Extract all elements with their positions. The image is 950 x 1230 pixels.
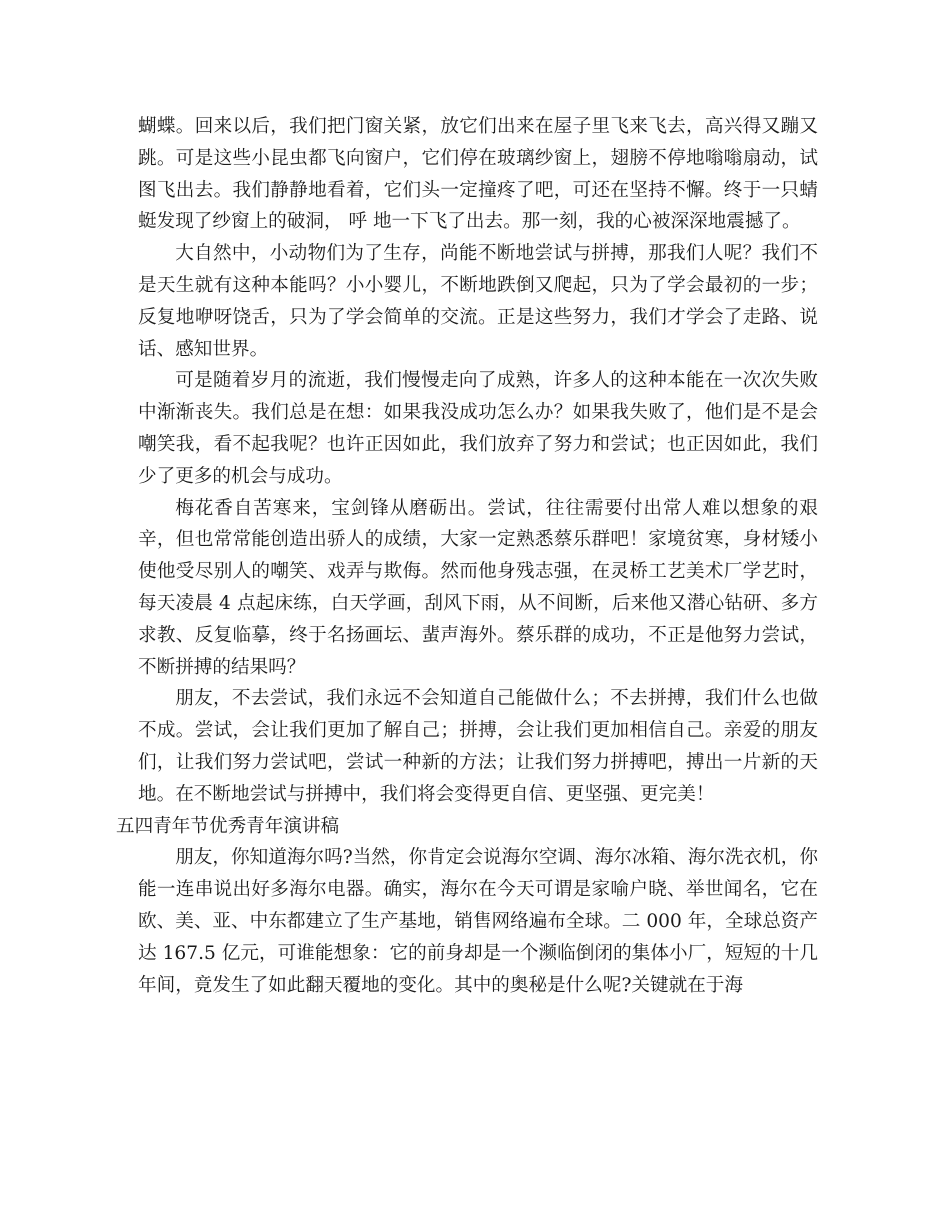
paragraph-conclusion: 朋友，不去尝试，我们永远不会知道自己能做什么；不去拼搏，我们什么也做不成。尝试，会让我们更加了解自己；拼搏，会让我们更加相信自己。亲爱的朋友们，让我们努力尝试吧，尝试一种新的方法；让我们努力拼搏吧，搏出一片新的天地。在不断地尝试与拼搏中，我们将会变得更自信、更坚强、更完美！ <box>138 688 818 805</box>
paragraph-cai-lequn: 梅花香自苦寒来，宝剑锋从磨砺出。尝试，往往需要付出常人难以想象的艰辛，但也常常能创造出骄人的成绩，大家一定熟悉蔡乐群吧！家境贫寒，身材矮小使他受尽别人的嘲笑、戏弄与欺侮。然而他身残志强，在灵桥工艺美术厂学艺时，每天凌晨 4 点起床练，白天学画，刮风下雨，从不间断，后来他又潜心钻研、多方求教、反复临摹，终于名扬画坛、蜚声海外。蔡乐群的成功，不正是他努力尝试，不断拼搏的结果吗？ <box>138 497 818 678</box>
document-body <box>116 111 818 1001</box>
paragraph-haier: 朋友，你知道海尔吗?当然，你肯定会说海尔空调、海尔冰箱、海尔洗衣机，你能一连串说出好多海尔电器。确实，海尔在今天可谓是家喻户晓、举世闻名，它在欧、美、亚、中东都建立了生产基地，销售网络遍布全球。二 000 年，全球总资产达 167.5 亿元，可谁能想象：它的前身却是一个濒临倒闭的集体小厂，短短的十几年间，竟发生了如此翻天覆地的变化。其中的奥秘是什么呢?关键就在于海 <box>138 847 818 996</box>
paragraph-nature: 大自然中，小动物们为了生存，尚能不断地尝试与拼搏，那我们人呢？我们不是天生就有这种本能吗？小小婴儿，不断地跌倒又爬起，只为了学会最初的一步；反复地咿呀饶舌，只为了学会简单的交流。正是这些努力，我们才学会了走路、说话、感知世界。 <box>138 243 818 360</box>
paragraph-continuation: 蝴蝶。回来以后，我们把门窗关紧，放它们出来在屋子里飞来飞去，高兴得又蹦又跳。可是这些小昆虫都飞向窗户，它们停在玻璃纱窗上，翅膀不停地嗡嗡扇动，试图飞出去。我们静静地看着，它们头一定撞疼了吧，可还在坚持不懈。终于一只蜻蜓发现了纱窗上的破洞， 呼 地一下飞了出去。那一刻，我的心被深深地震撼了。 <box>138 116 818 233</box>
paragraph-maturity: 可是随着岁月的流逝，我们慢慢走向了成熟，许多人的这种本能在一次次失败中渐渐丧失。我们总是在想：如果我没成功怎么办？如果我失败了，他们是不是会嘲笑我，看不起我呢？也许正因如此，我们放弃了努力和尝试；也正因如此，我们少了更多的机会与成功。 <box>138 370 818 487</box>
section-heading: 五四青年节优秀青年演讲稿 <box>116 815 340 837</box>
